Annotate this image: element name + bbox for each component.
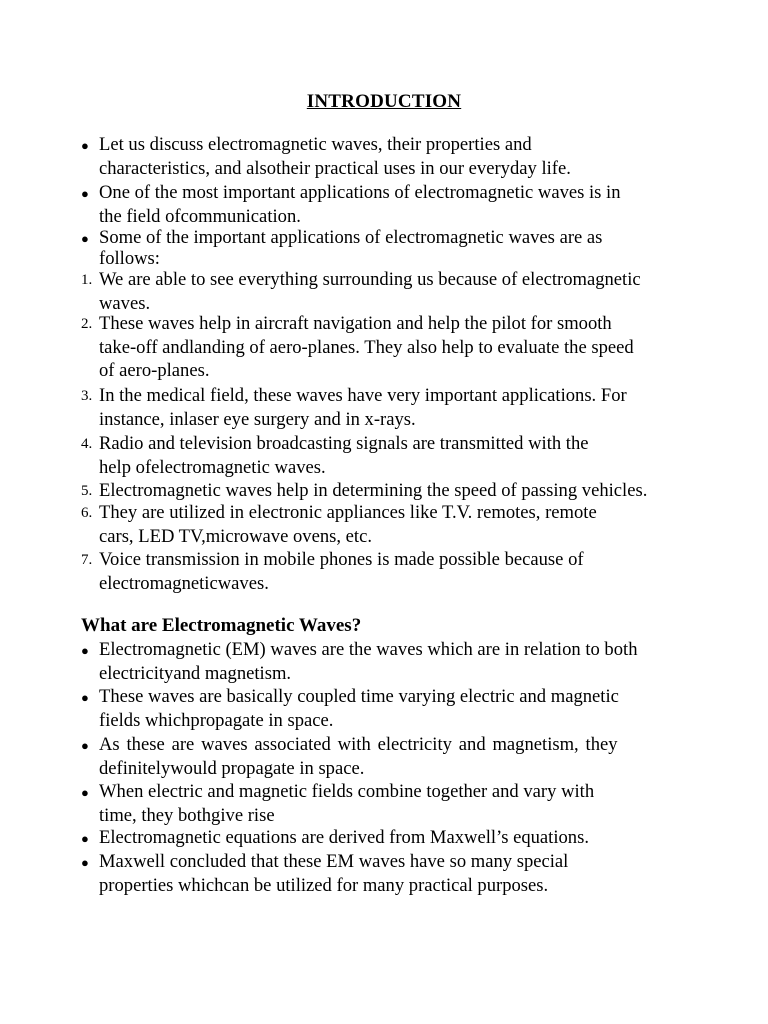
item-line: help ofelectromagnetic waves. — [99, 456, 326, 478]
bullet-marker: ● — [81, 738, 89, 753]
item-line: electromagneticwaves. — [99, 572, 269, 594]
bullet-line: As these are waves associated with electricity and magnetism, they — [99, 734, 618, 755]
bullet-line: time, they bothgive rise — [99, 804, 275, 826]
item-line: We are able to see everything surrounding us because of electromagnetic — [99, 269, 641, 290]
item-line: They are utilized in electronic appliances like T.V. remotes, remote — [99, 502, 597, 523]
bullet-line: Let us discuss electromagnetic waves, their properties and — [99, 134, 532, 155]
application-item — [81, 501, 719, 548]
section-heading: What are Electromagnetic Waves? — [81, 615, 362, 636]
number-marker: 4. — [81, 436, 93, 452]
em-bullet — [81, 685, 719, 732]
bullet-marker: ● — [81, 831, 89, 846]
bullet-marker: ● — [81, 855, 89, 870]
bullet-line: the field ofcommunication. — [99, 205, 301, 227]
bullet-line: These waves are basically coupled time varying electric and magnetic — [99, 686, 619, 707]
intro-bullet — [81, 133, 719, 180]
item-line: cars, LED TV,microwave ovens, etc. — [99, 525, 372, 547]
application-item — [81, 268, 719, 315]
bullet-line: Electromagnetic (EM) waves are the waves which are in relation to both — [99, 639, 638, 660]
bullet-marker: ● — [81, 785, 89, 800]
application-item — [81, 479, 719, 503]
em-bullet — [81, 850, 719, 897]
item-line: Electromagnetic waves help in determining the speed of passing vehicles. — [99, 480, 648, 501]
application-item — [81, 384, 719, 431]
bullet-marker: ● — [81, 643, 89, 658]
item-line: These waves help in aircraft navigation and help the pilot for smooth — [99, 313, 612, 334]
number-marker: 5. — [81, 483, 93, 499]
em-bullet — [81, 780, 719, 827]
bullet-marker: ● — [81, 690, 89, 705]
application-item — [81, 312, 719, 383]
bullet-marker: ● — [81, 231, 89, 246]
intro-bullet — [81, 181, 719, 228]
bullet-line: When electric and magnetic fields combine together and vary with — [99, 781, 595, 802]
item-line: take-off andlanding of aero-planes. They also help to evaluate the speed — [99, 336, 634, 358]
number-marker: 7. — [81, 552, 93, 568]
application-item — [81, 548, 719, 595]
item-line: waves. — [99, 292, 151, 314]
em-bullet — [81, 638, 719, 685]
application-item — [81, 432, 719, 479]
number-marker: 2. — [81, 316, 93, 332]
item-line: instance, inlaser eye surgery and in x-rays. — [99, 408, 416, 430]
number-marker: 6. — [81, 505, 93, 521]
item-line: In the medical field, these waves have very important applications. For — [99, 385, 627, 406]
item-line: Voice transmission in mobile phones is made possible because of — [99, 549, 584, 570]
em-bullet — [81, 826, 719, 850]
item-line: of aero-planes. — [99, 360, 210, 381]
bullet-line: One of the most important applications of electromagnetic waves is in — [99, 182, 621, 203]
bullet-marker: ● — [81, 186, 89, 201]
bullet-line: Electromagnetic equations are derived from Maxwell’s equations. — [99, 827, 589, 848]
bullet-line: follows: — [99, 248, 160, 269]
bullet-line: Some of the important applications of electromagnetic waves are as — [99, 227, 603, 248]
number-marker: 3. — [81, 388, 93, 404]
bullet-line: definitelywould propagate in space. — [99, 757, 365, 779]
bullet-marker: ● — [81, 138, 89, 153]
bullet-line: electricityand magnetism. — [99, 662, 292, 684]
bullet-line: Maxwell concluded that these EM waves have so many special — [99, 851, 569, 872]
intro-bullet — [81, 227, 719, 269]
bullet-line: fields whichpropagate in space. — [99, 709, 334, 731]
bullet-line: properties whichcan be utilized for many practical purposes. — [99, 874, 549, 896]
em-bullet — [81, 733, 719, 780]
item-line: Radio and television broadcasting signals are transmitted with the — [99, 433, 589, 454]
number-marker: 1. — [81, 272, 93, 288]
page-title: INTRODUCTION — [306, 91, 462, 112]
bullet-line: characteristics, and alsotheir practical uses in our everyday life. — [99, 157, 571, 179]
